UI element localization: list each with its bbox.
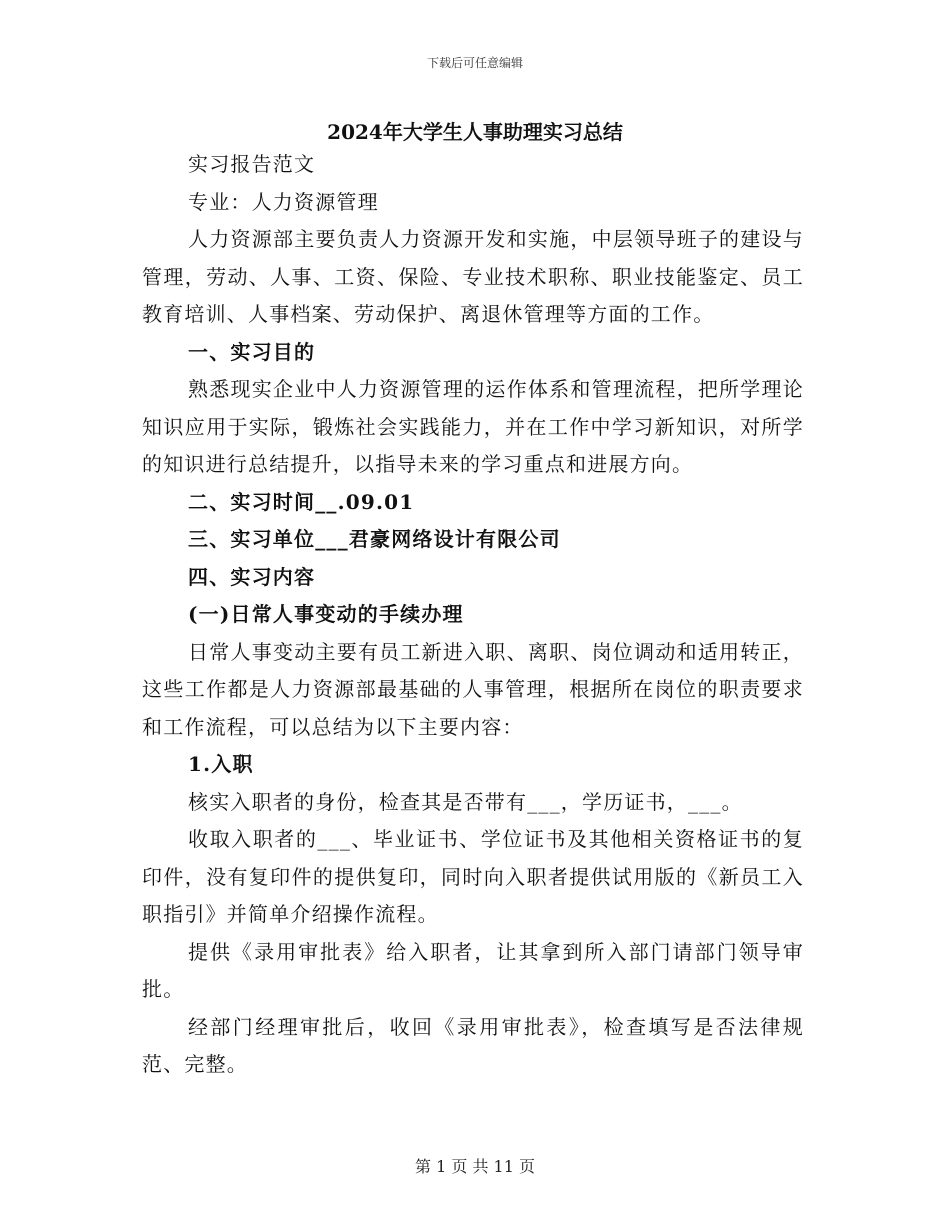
- header-note: 下载后可任意编辑: [426, 56, 523, 70]
- paragraph-hr-intro: 人力资源部主要负责人力资源开发和实施，中层领导班子的建设与管理，劳动、人事、工资、保险、专业技术职称、职业技能鉴定、员工教育培训、人事档案、劳动保护、离退休管理等方面的工作。: [142, 227, 804, 326]
- paragraph-collect-documents: 收取入职者的___、毕业证书、学位证书及其他相关资格证书的复印件，没有复印件的提供复印，同时向入职者提供试用版的《新员工入职指引》并简单介绍操作流程。: [142, 827, 804, 926]
- heading-internship-time: 二、实习时间__.09.01: [188, 489, 415, 514]
- paragraph-major: 专业：人力资源管理: [188, 189, 379, 214]
- paragraph-verify-identity: 核实入职者的身份，检查其是否带有___，学历证书，___。: [188, 789, 743, 814]
- paragraph-purpose: 熟悉现实企业中人力资源管理的运作体系和管理流程，把所学理论知识应用于实际，锻炼社会实践能力，并在工作中学习新知识，对所学的知识进行总结提升，以指导未来的学习重点和进展方向。: [142, 377, 804, 476]
- paragraph-check-form: 经部门经理审批后，收回《录用审批表》，检查填写是否法律规范、完整。: [142, 1014, 804, 1076]
- heading-internship-content: 四、实习内容: [188, 564, 316, 589]
- document-title: 2024年大学生人事助理实习总结: [327, 120, 623, 144]
- document-body: [142, 146, 804, 1084]
- paragraph-report-type: 实习报告范文: [188, 152, 316, 176]
- heading-daily-personnel-changes: (一)日常人事变动的手续办理: [188, 602, 464, 626]
- heading-internship-purpose: 一、实习目的: [188, 339, 316, 364]
- heading-onboarding: 1.入职: [188, 752, 254, 776]
- page-number-footer: 第 1 页 共 11 页: [415, 1157, 535, 1176]
- paragraph-personnel-changes: 日常人事变动主要有员工新进入职、离职、岗位调动和适用转正，这些工作都是人力资源部最基础的人事管理，根据所在岗位的职责要求和工作流程，可以总结为以下主要内容：: [142, 639, 804, 739]
- paragraph-approval-form: 提供《录用审批表》给入职者，让其拿到所入部门请部门领导审批。: [142, 939, 804, 1001]
- heading-internship-unit: 三、实习单位___君豪网络设计有限公司: [188, 527, 561, 551]
